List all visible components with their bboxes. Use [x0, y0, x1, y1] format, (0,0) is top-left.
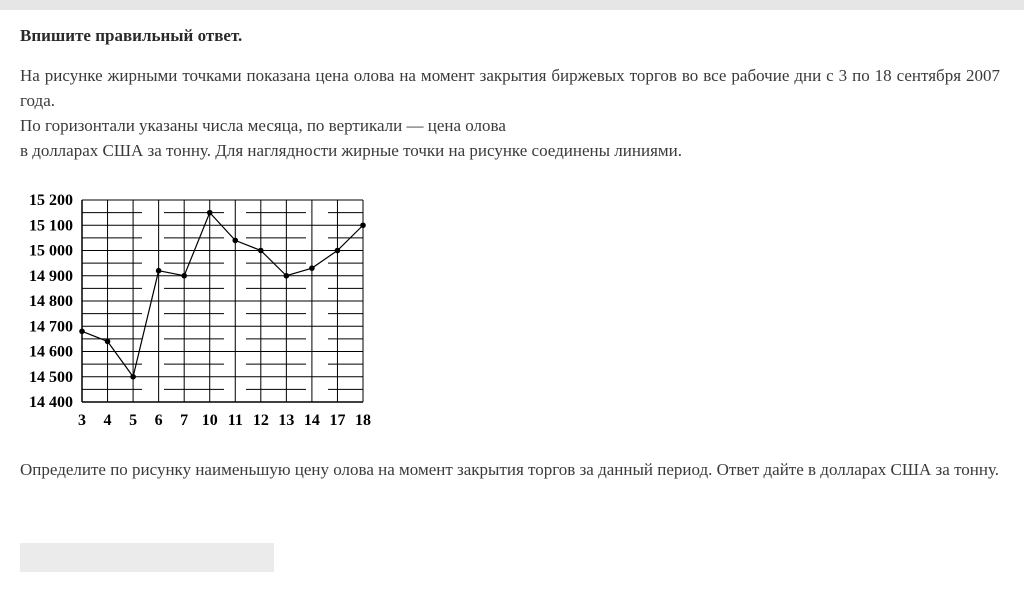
- y-tick-label: 14 700: [29, 318, 73, 336]
- price-line: [82, 213, 363, 377]
- top-bar: [0, 0, 1024, 10]
- x-tick-label: 11: [227, 412, 243, 428]
- x-tick-label: 13: [278, 412, 295, 428]
- data-point: [232, 238, 238, 244]
- answer-input[interactable]: [20, 543, 274, 572]
- x-tick-label: 6: [154, 412, 163, 428]
- data-point: [335, 248, 341, 254]
- paragraph-1: На рисунке жирными точками показана цена олова на момент закрытия биржевых торгов во все рабочие дни с 3 по 18 сентября 2007 года.: [20, 66, 1000, 110]
- x-tick-label: 10: [201, 412, 218, 428]
- y-tick-label: 15 000: [29, 242, 73, 260]
- data-point: [130, 374, 136, 380]
- y-tick-label: 15 200: [29, 192, 73, 209]
- x-tick-label: 18: [355, 412, 371, 428]
- tin-price-chart: [18, 188, 378, 428]
- data-point: [156, 268, 162, 274]
- x-tick-label: 12: [252, 412, 269, 428]
- x-tick-label: 17: [329, 412, 346, 428]
- data-point: [79, 329, 85, 335]
- y-tick-label: 14 800: [29, 293, 73, 310]
- x-tick-label: 3: [78, 412, 86, 428]
- data-point: [360, 222, 366, 228]
- y-tick-label: 14 600: [29, 343, 73, 361]
- data-point: [309, 265, 315, 271]
- task-text: [20, 22, 1000, 163]
- question: Определите по рисунку наименьшую цену олова на момент закрытия торгов за данный период. Ответ дайте в долларах США за тонну.: [20, 460, 1000, 479]
- paragraph-2: По горизонтали указаны числа месяца, по вертикали — цена олова: [20, 116, 506, 135]
- x-tick-label: 4: [103, 412, 112, 428]
- data-point: [181, 273, 187, 279]
- paragraph-3: в долларах США за тонну. Для наглядности жирные точки на рисунке соединены линиями.: [20, 141, 682, 160]
- data-point: [284, 273, 290, 279]
- y-tick-label: 14 500: [29, 368, 73, 386]
- y-tick-label: 14 400: [29, 394, 73, 411]
- y-tick-label: 15 100: [29, 217, 73, 235]
- data-point: [105, 339, 111, 345]
- chart-svg: [18, 188, 378, 428]
- x-tick-label: 5: [129, 412, 138, 428]
- x-tick-label: 14: [303, 412, 320, 428]
- data-point: [207, 210, 213, 216]
- data-point: [258, 248, 264, 254]
- instruction: Впишите правильный ответ.: [20, 26, 243, 45]
- y-tick-label: 14 900: [29, 267, 73, 285]
- x-tick-label: 7: [180, 412, 189, 428]
